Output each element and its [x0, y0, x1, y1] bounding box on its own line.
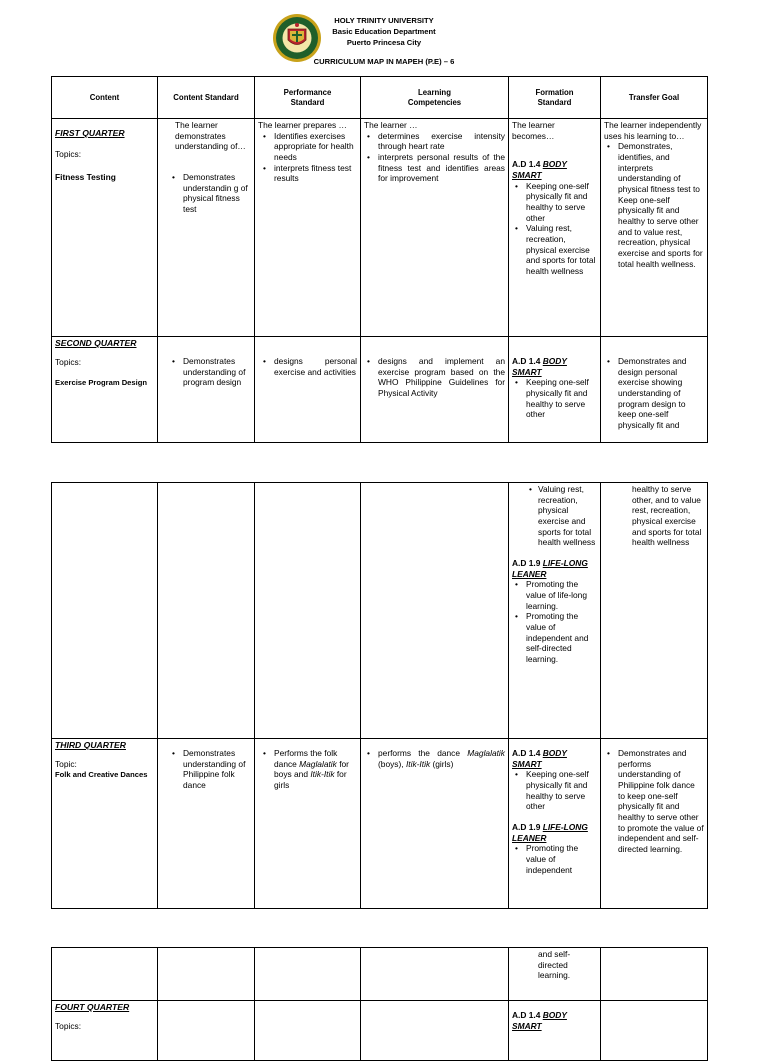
q2-content-cell [52, 337, 158, 443]
q3-formation-code: A.D 1.4 BODY SMART [512, 748, 567, 769]
q3-topic: Folk and Creative Dances [55, 769, 148, 779]
q4-competency-cell [361, 1001, 509, 1061]
q2c-transfer-cont: healthy to serve other, and to value rest, recreation, physical exercise and sports for total health wellness [632, 484, 702, 548]
document-title: CURRICULUM MAP IN MAPEH (P.E) – 6 [313, 57, 455, 66]
q3-content-standard-list [169, 748, 251, 791]
q3-topic-label: Topic: [55, 758, 77, 769]
q2c-content-cell [52, 483, 158, 739]
q3-formation-list2 [512, 843, 597, 875]
department-name: Basic Education Department [332, 27, 436, 36]
q1-content-standard-cell [158, 119, 255, 337]
list-item: • Valuing rest, recreation, physical exercise and sports for total health wellness [526, 484, 597, 548]
q4-formation-cell [509, 1001, 601, 1061]
q3-transfer-list [604, 748, 704, 855]
col-header-formation-standard: Formation Standard [509, 77, 601, 119]
university-seal-logo [271, 13, 323, 63]
city-name: Puerto Princesa City [346, 38, 422, 47]
q2-topics-label: Topics: [55, 356, 82, 367]
curriculum-table-page1 [51, 76, 708, 443]
list-item: • performs the dance Maglalatik (boys), Itik-Itik (girls) [364, 748, 505, 769]
q3-competency-list [364, 748, 505, 769]
q1-topic: Fitness Testing [55, 171, 116, 182]
q3-performance-cell [255, 739, 361, 909]
list-item: • interprets personal results of the fitness test and identifies areas for improvement [364, 152, 505, 184]
curriculum-table-page3 [51, 947, 708, 1061]
q3c-content-cell [52, 948, 158, 1001]
university-name: HOLY TRINITY UNIVERSITY [334, 16, 434, 25]
list-item: • Promoting the value of life-long learning. [512, 579, 597, 611]
list-item: • Demonstrates understanding of Philippine folk dance [169, 748, 251, 791]
q1-content-standard-list [169, 172, 251, 215]
list-item: • determines exercise intensity through heart rate [364, 131, 505, 152]
list-item: • Keeping one-self physically fit and healthy to serve other [512, 769, 597, 812]
q1-transfer-cell [601, 119, 708, 337]
q1-formation-intro: The learner becomes… [512, 120, 555, 141]
q4-performance-cell [255, 1001, 361, 1061]
q2c-formation-list [526, 484, 597, 548]
q3c-performance-cell [255, 948, 361, 1001]
table-row-first-quarter [52, 119, 708, 337]
q2-formation-code: A.D 1.4 BODY SMART [512, 356, 567, 377]
q2c-transfer-cell [601, 483, 708, 739]
q2-content-standard-cell [158, 337, 255, 443]
list-item: • Demonstrates, identifies, and interprets understanding of physical fitness test to Keep one-self physically fit and healthy to serve other and to value rest, recreation, physical exercise and sports for total health wellness. [604, 141, 704, 269]
list-item: • interprets fitness test results [260, 163, 357, 184]
q2c-competency-cell [361, 483, 509, 739]
col-header-learning-competencies: Learning Competencies [361, 77, 509, 119]
table-row-fourth-quarter [52, 1001, 708, 1061]
q1-title: FIRST QUARTER [55, 128, 125, 138]
q2c-formation-list2 [512, 579, 597, 664]
q4-formation-code: A.D 1.4 BODY SMART [512, 1010, 567, 1031]
q1-transfer-list [604, 141, 704, 269]
q2-competency-cell [361, 337, 509, 443]
list-item: • Promoting the value of independent and self-directed learning. [512, 611, 597, 664]
q1-competency-intro: The learner … [364, 120, 418, 130]
q2-formation-list [512, 377, 597, 420]
q3-performance-list [260, 748, 357, 791]
q4-topics-label: Topics: [55, 1020, 82, 1031]
table-row-second-quarter-cont [52, 483, 708, 739]
q2-performance-cell [255, 337, 361, 443]
q2c-performance-cell [255, 483, 361, 739]
q3c-transfer-cell [601, 948, 708, 1001]
q2c-formation-cell [509, 483, 601, 739]
q2-transfer-list [604, 356, 704, 431]
table-row-third-quarter [52, 739, 708, 909]
q4-content-cell [52, 1001, 158, 1061]
q1-performance-intro: The learner prepares … [258, 120, 347, 130]
q1-competency-cell [361, 119, 509, 337]
q4-content-standard-cell [158, 1001, 255, 1061]
q2-formation-cell [509, 337, 601, 443]
q2c-formation-code: A.D 1.9 LIFE-LONG LEANER [512, 558, 588, 579]
q3-content-standard-cell [158, 739, 255, 909]
list-item: • Promoting the value of independent [512, 843, 597, 875]
q3-formation-code2: A.D 1.9 LIFE-LONG LEANER [512, 822, 588, 843]
list-item: • Demonstrates and performs understanding of Philippine folk dance to keep one-self physically fit and healthy to serve other to promote the value of independent and self- directed learning. [604, 748, 704, 855]
q2c-content-standard-cell [158, 483, 255, 739]
q2-transfer-cell [601, 337, 708, 443]
curriculum-table-page2 [51, 482, 708, 909]
q1-formation-cell [509, 119, 601, 337]
list-item: • Demonstrates and design personal exercise showing understanding of program design to keep one-self physically fit and [604, 356, 704, 431]
list-item: • Demonstrates understanding of program design [169, 356, 251, 388]
q4-transfer-cell [601, 1001, 708, 1061]
list-item: • Keeping one-self physically fit and healthy to serve other [512, 377, 597, 420]
q3-transfer-cell [601, 739, 708, 909]
table-row-second-quarter [52, 337, 708, 443]
q2-performance-list [260, 356, 357, 377]
q1-formation-code: A.D 1.4 BODY SMART [512, 159, 567, 181]
col-header-performance-standard: Performance Standard [255, 77, 361, 119]
q3-formation-list [512, 769, 597, 812]
q3c-formation-cont: and self-directed learning. [538, 949, 571, 981]
q2-topic: Exercise Program Design [55, 377, 148, 387]
list-item: • Identifies exercises appropriate for health needs [260, 131, 357, 163]
q3-competency-cell [361, 739, 509, 909]
q2-title: SECOND QUARTER [55, 338, 137, 348]
q1-formation-list [512, 181, 597, 277]
q3-content-cell [52, 739, 158, 909]
q1-topics-label: Topics: [55, 148, 82, 159]
q1-content-standard-intro: The learner demonstrates understanding of… [175, 120, 246, 152]
q1-performance-list [260, 131, 357, 184]
q4-title: FOURT QUARTER [55, 1002, 130, 1012]
list-item: • Performs the folk dance Maglalatik for boys and Itik-Itik for girls [260, 748, 357, 791]
q1-transfer-intro: The learner independently uses his learning to… [604, 120, 702, 141]
list-item: • designs and implement an exercise program based on the WHO Philippine Guidelines for Physical Activity [364, 356, 505, 399]
q1-performance-cell [255, 119, 361, 337]
list-item: • Keeping one-self physically fit and healthy to serve other [512, 181, 597, 224]
q3c-formation-cell [509, 948, 601, 1001]
table-header-row [52, 77, 708, 119]
col-header-transfer-goal: Transfer Goal [601, 77, 708, 119]
q2-content-standard-list [169, 356, 251, 388]
table-row-third-quarter-cont [52, 948, 708, 1001]
q3c-content-standard-cell [158, 948, 255, 1001]
q2-competency-list [364, 356, 505, 399]
col-header-content: Content [52, 77, 158, 119]
q3-title: THIRD QUARTER [55, 740, 126, 750]
q1-content-cell [52, 119, 158, 337]
q3c-competency-cell [361, 948, 509, 1001]
q3-formation-cell [509, 739, 601, 909]
list-item: • designs personal exercise and activities [260, 356, 357, 377]
col-header-content-standard: Content Standard [158, 77, 255, 119]
list-item: • Valuing rest, recreation, physical exercise and sports for total health wellness [512, 223, 597, 276]
q1-competency-list [364, 131, 505, 184]
list-item: • Demonstrates understandin g of physical fitness test [169, 172, 251, 215]
